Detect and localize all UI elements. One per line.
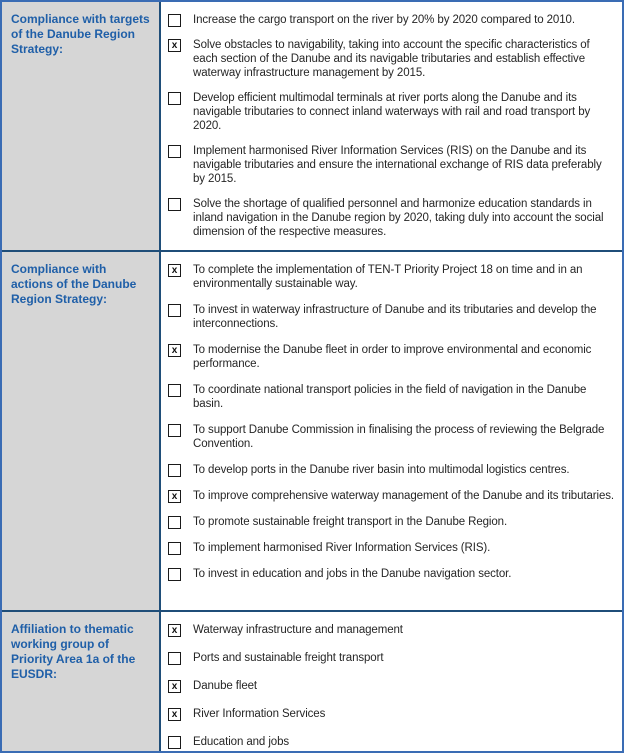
- checkbox[interactable]: x: [168, 490, 181, 503]
- check-item-label: Implement harmonised River Information Services (RIS) on the Danube and its navigable tributaries and ensure the international exchange of RIS data preferably by 2015.: [193, 145, 602, 185]
- section-label-cell: [2, 2, 161, 250]
- check-item-label: To implement harmonised River Information Services (RIS).: [193, 542, 491, 554]
- check-item-label: To complete the implementation of TEN-T Priority Project 18 on time and in an environmentally sustainable way.: [193, 264, 583, 290]
- checklist-item: [168, 489, 614, 503]
- check-item-label: To coordinate national transport policies in the field of navigation in the Danube basin.: [193, 384, 587, 410]
- checkbox[interactable]: x: [168, 708, 181, 721]
- checkbox[interactable]: [168, 568, 181, 581]
- checkbox[interactable]: [168, 304, 181, 317]
- section-check-list: [161, 252, 622, 610]
- checkbox[interactable]: [168, 92, 181, 105]
- checklist-item: [168, 383, 614, 411]
- checklist-item: [168, 423, 614, 451]
- section-label-cell: [2, 612, 161, 751]
- check-item-label: Develop efficient multimodal terminals at river ports along the Danube and its navigable tributaries to connect inland waterways with rail and road transport by 2020.: [193, 92, 591, 132]
- section-label: Compliance with actions of the Danube Region Strategy:: [11, 262, 137, 306]
- check-item-label: Ports and sustainable freight transport: [193, 652, 384, 664]
- checklist-item: [168, 263, 614, 291]
- section-label: Affiliation to thematic working group of Priority Area 1a of the EUSDR:: [11, 622, 136, 681]
- checkbox[interactable]: x: [168, 264, 181, 277]
- check-item-label: Education and jobs: [193, 736, 290, 748]
- form-section-row: [2, 2, 622, 250]
- section-label-cell: [2, 252, 161, 610]
- checklist-item: [168, 623, 614, 637]
- section-check-list: [161, 612, 622, 751]
- checklist-item: [168, 515, 614, 529]
- checkbox[interactable]: [168, 424, 181, 437]
- checkbox[interactable]: [168, 736, 181, 749]
- checklist-item: [168, 707, 614, 721]
- checklist-item: [168, 197, 614, 239]
- checkbox[interactable]: [168, 516, 181, 529]
- checklist-item: [168, 651, 614, 665]
- check-item-label: To develop ports in the Danube river basin into multimodal logistics centres.: [193, 464, 570, 476]
- check-item-label: River Information Services: [193, 708, 326, 720]
- checkbox[interactable]: x: [168, 344, 181, 357]
- checklist-item: [168, 541, 614, 555]
- form-section-row: [2, 610, 622, 751]
- checkbox[interactable]: [168, 14, 181, 27]
- checklist-item: [168, 343, 614, 371]
- checkbox[interactable]: [168, 542, 181, 555]
- checkbox[interactable]: x: [168, 624, 181, 637]
- checkbox[interactable]: x: [168, 39, 181, 52]
- check-item-label: Increase the cargo transport on the river by 20% by 2020 compared to 2010.: [193, 14, 575, 26]
- checkbox[interactable]: [168, 464, 181, 477]
- check-item-label: To improve comprehensive waterway management of the Danube and its tributaries.: [193, 490, 615, 502]
- check-item-label: To invest in education and jobs in the Danube navigation sector.: [193, 568, 512, 580]
- checklist-item: [168, 303, 614, 331]
- checklist-item: [168, 38, 614, 80]
- checkbox[interactable]: [168, 145, 181, 158]
- checklist-item: [168, 567, 614, 581]
- check-item-label: To support Danube Commission in finalising the process of reviewing the Belgrade Convention.: [193, 424, 605, 450]
- check-item-label: Solve obstacles to navigability, taking into account the specific characteristics of each section of the Danube and its navigable tributaries and establish effective waterway infrastructure management by 2015.: [193, 39, 590, 79]
- check-item-label: To invest in waterway infrastructure of Danube and its tributaries and develop the interconnections.: [193, 304, 597, 330]
- checkbox[interactable]: [168, 384, 181, 397]
- check-item-label: Solve the shortage of qualified personnel and harmonize education standards in inland navigation in the Danube region by 2020, taking duly into account the social dimension of the respective measures.: [193, 198, 604, 238]
- check-item-label: Waterway infrastructure and management: [193, 624, 403, 636]
- check-item-label: To promote sustainable freight transport in the Danube Region.: [193, 516, 508, 528]
- checkbox[interactable]: x: [168, 680, 181, 693]
- section-check-list: [161, 2, 622, 250]
- checklist-item: [168, 735, 614, 749]
- section-label: Compliance with targets of the Danube Region Strategy:: [11, 12, 150, 56]
- checkbox[interactable]: [168, 198, 181, 211]
- check-item-label: To modernise the Danube fleet in order to improve environmental and economic performance.: [193, 344, 592, 370]
- checklist-item: [168, 144, 614, 186]
- checkbox[interactable]: [168, 652, 181, 665]
- form-section-row: [2, 250, 622, 610]
- checklist-item: [168, 679, 614, 693]
- checklist-item: [168, 463, 614, 477]
- checklist-item: [168, 91, 614, 133]
- checklist-item: [168, 13, 614, 27]
- check-item-label: Danube fleet: [193, 680, 258, 692]
